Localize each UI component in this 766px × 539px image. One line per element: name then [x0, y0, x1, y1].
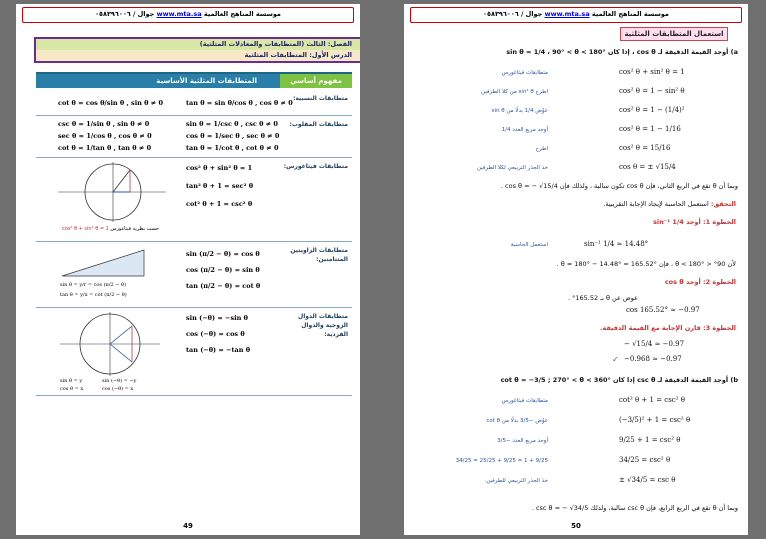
step-2-line2: cos 165.52° ≈ −0.97	[626, 306, 700, 314]
page-number: 49	[183, 522, 193, 530]
header-org: موسسة المناهج العالمية	[591, 10, 669, 18]
formula: cos θ = 1/sec θ , sec θ ≠ 0	[186, 132, 280, 140]
formula: tan² θ + 1 = sec² θ	[186, 182, 254, 190]
formula: tan θ = 1/cot θ , cot θ ≠ 0	[186, 144, 279, 152]
step-note: متطابقات فيثاغورس	[501, 70, 548, 76]
formula: tan (−θ) = −tan θ	[186, 346, 251, 354]
formula: sec θ = 1/cos θ , cos θ ≠ 0	[58, 132, 152, 140]
page-number: 50	[571, 522, 581, 530]
step-1-note: استعمل الحاسبة	[510, 242, 548, 248]
header-phone: جوال / ٠٥٨٣٩٦٠٠٦	[483, 10, 543, 18]
formula: cos² θ + sin² θ = 1	[186, 164, 253, 172]
section-label: متطابقات الدوال الزوجية والدوال الفردية:	[298, 313, 348, 338]
step-equation: 34/25 = csc² θ	[619, 456, 671, 464]
lesson-title: الدرس الأول: المتطابقات المثلثية	[36, 50, 360, 61]
step-1: الخطوة 1: أوجد sin⁻¹ 1/4	[653, 218, 736, 226]
part-a-conclusion: وبما أن θ تقع في الربع الثاني، فإن cos θ تكون سالبة ، ولذلك فإن cos θ = − √15/4 .	[500, 182, 738, 190]
identity-section-even-odd	[36, 308, 352, 396]
concept-tab: مفهوم أساسي	[280, 74, 352, 88]
step-equation: cos² θ = 15/16	[619, 144, 671, 152]
step-equation: (−3/5)² + 1 = csc² θ	[619, 416, 691, 424]
page-50	[404, 4, 748, 535]
concept-bar	[36, 72, 352, 88]
step-note: عوّض −3/5 بدلًا من cot θ	[486, 418, 548, 424]
step-note: أوجد مربع العدد 1/4	[501, 127, 548, 133]
identity-section-reciprocal	[36, 116, 352, 158]
formula: cot θ = cos θ/sin θ , sin θ ≠ 0	[58, 99, 163, 107]
part-b-conclusion: وبما أن θ تقع في الربع الرابع، فإن csc θ سالبة، ولذلك csc θ = − √34/5 .	[531, 504, 738, 512]
identity-section-cofunction	[36, 242, 352, 308]
step-equation: cos² θ = 1 − 1/16	[619, 125, 681, 133]
formula: cos (−θ) = cos θ	[186, 330, 245, 338]
section-label: متطابقات الزاويتين المتتامتين:	[290, 247, 348, 263]
page-header	[410, 7, 742, 23]
formula: cot² θ + 1 = csc² θ	[186, 200, 253, 208]
formula: sin (π/2 − θ) = cos θ	[186, 250, 260, 258]
page-header	[22, 7, 354, 23]
figure-formula: sin (−θ) = −y	[102, 378, 137, 384]
figure-formula: sin θ = y/r = cos (π/2 − θ)	[60, 282, 127, 288]
formula: sin θ = 1/csc θ , csc θ ≠ 0	[186, 120, 278, 128]
step-equation: cos² θ + sin² θ = 1	[619, 68, 685, 76]
step-note: 9/25 + 1 = 9/25 + 25/25 = 34/25	[455, 458, 548, 464]
step-3-line2: −0.968 ≈ −0.97	[624, 355, 682, 363]
step-equation: cos θ = ± √15/4	[619, 163, 676, 171]
figure-formula: tan θ = y/x = cot (π/2 − θ)	[60, 292, 127, 298]
step-note: عوّض 1/4 بدلًا من sin θ	[491, 108, 548, 114]
concept-title: المتطابقات المثلثية الأساسية	[156, 77, 257, 85]
step-note: خذ الجذر التربيعي لكلا الطرفين	[476, 165, 548, 171]
part-a-question: a) أوجد القيمة الدقيقة لـ cos θ ، إذا كان sin θ = 1/4 ، 90° < θ < 180°	[506, 48, 738, 56]
formula: cos (π/2 − θ) = sin θ	[186, 266, 260, 274]
step-1-eq: sin⁻¹ 1/4 ≈ 14.48°	[584, 240, 649, 248]
identity-section-pythagorean	[36, 158, 352, 242]
formula: tan (π/2 − θ) = cot θ	[186, 282, 261, 290]
step-note: أوجد مربع العدد −3/5	[497, 438, 548, 444]
verify-line: التحقق: استعمل الحاسبة لإيجاد الإجابة التقريبية.	[603, 200, 736, 208]
section-title: استعمال المتطابقات المثلثية	[620, 27, 728, 41]
right-triangle-figure	[58, 246, 148, 280]
unit-circle-figure	[58, 160, 168, 222]
header-site-link[interactable]: www.mta.sa	[156, 10, 202, 18]
header-org: موسسة المناهج العالمية	[203, 10, 281, 18]
identity-section-quotient	[36, 90, 352, 116]
step-equation: ± √34/5 = csc θ	[619, 476, 676, 484]
section-label: متطابقات فيثاغورس:	[283, 163, 348, 170]
check-mark-icon: ✓	[612, 355, 619, 364]
step-note: متطابقات فيثاغورس	[501, 398, 548, 404]
formula: sin (−θ) = −sin θ	[186, 314, 248, 322]
step-note: خذ الجذر التربيعي للطرفين.	[484, 478, 548, 484]
section-label: متطابقات المقلوب:	[289, 121, 348, 128]
step-equation: 9/25 + 1 = csc² θ	[619, 436, 681, 444]
step-1-text: لأن 90° < θ < 180° ، فإن θ ≈ 180° − 14.48° = 165.52° .	[556, 260, 736, 268]
figure-caption: حسب نظرية فيثاغورس cos² θ + sin² θ = 1	[62, 226, 160, 232]
step-2-line1: عوض عن θ بـ 165.52° .	[567, 294, 638, 302]
figure-formula: cos θ = x	[60, 386, 84, 392]
step-equation: cos² θ = 1 − (1/4)²	[619, 106, 685, 114]
formula: cot θ = 1/tan θ , tan θ ≠ 0	[58, 144, 152, 152]
step-equation: cot² θ + 1 = csc² θ	[619, 396, 685, 404]
formula: tan θ = sin θ/cos θ , cos θ ≠ 0	[186, 99, 293, 107]
part-b-question: b) أوجد القيمة الدقيقة لـ csc θ إذا كان cot θ = −3/5 ; 270° < θ < 360°	[500, 376, 738, 384]
formula: csc θ = 1/sin θ , sin θ ≠ 0	[58, 120, 150, 128]
header-phone: جوال / ٠٥٨٣٩٦٠٠٦	[95, 10, 155, 18]
step-note: اطرح sin² θ من كلا الطرفين	[481, 89, 548, 95]
page-49	[16, 4, 360, 535]
step-3-line1: − √15/4 ≈ −0.97	[624, 340, 685, 348]
figure-formula: sin θ = y	[60, 378, 83, 384]
symmetric-circle-figure	[60, 310, 160, 376]
step-3: الخطوة 3: قارن الإجابة مع القيمة الدقيقة.	[599, 324, 736, 332]
step-2: الخطوة 2: أوجد cos θ	[664, 278, 736, 286]
step-equation: cos² θ = 1 − sin² θ	[619, 87, 685, 95]
header-site-link[interactable]: www.mta.sa	[544, 10, 590, 18]
lesson-chapter: الفصل: الثالث (المتطابقات والمعادلات المثلثية)	[36, 39, 360, 50]
step-note: اطرح	[535, 146, 548, 152]
lesson-box	[34, 37, 360, 63]
figure-formula: cos (−θ) = x	[102, 386, 134, 392]
section-label: متطابقات النسبية:	[292, 95, 348, 102]
